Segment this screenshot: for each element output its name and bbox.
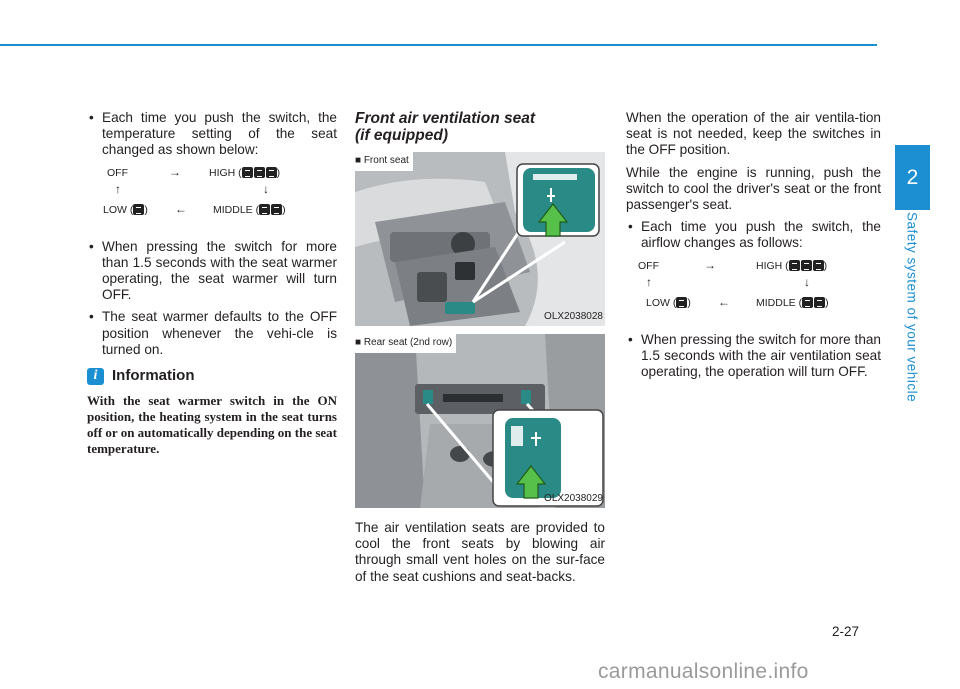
- vent-level-3-icon: [789, 260, 824, 271]
- vent-level-2-icon: [802, 297, 825, 308]
- airflow-cycle-diagram: [626, 258, 881, 322]
- section-title-line1: Front air ventilation seat: [355, 110, 536, 127]
- chapter-number: 2: [906, 165, 919, 189]
- arrow-down-icon: ↓: [263, 181, 269, 196]
- column-right: [626, 110, 881, 386]
- arrow-up-icon: ↑: [646, 274, 652, 289]
- bullet-heater-cycle: • Each time you push the switch, the temperature setting of the seat changed as shown below:: [87, 110, 337, 159]
- cycle-off: OFF: [638, 259, 659, 272]
- arrow-left-icon: ←: [175, 201, 187, 216]
- front-console-illustration: [355, 152, 605, 326]
- cycle-off: OFF: [107, 166, 128, 179]
- cycle-high: HIGH ( ): [756, 259, 828, 272]
- cycle-low: LOW ( ): [646, 296, 691, 309]
- cycle-low: LOW ( ): [103, 203, 148, 216]
- info-header: [87, 368, 337, 385]
- arrow-up-icon: ↑: [115, 181, 121, 196]
- seat-level-2-icon: [259, 204, 282, 215]
- figure-code: OLX2038029: [544, 492, 603, 504]
- vent-level-1-icon: [676, 297, 687, 308]
- rear-console-illustration: [355, 334, 605, 508]
- chapter-side-title: [897, 212, 927, 412]
- figure-front-seat: [355, 152, 605, 326]
- section-title: [355, 110, 605, 144]
- bullet-heater-default: • The seat warmer defaults to the OFF position whenever the vehi-cle is turned on.: [87, 309, 337, 358]
- cycle-high: HIGH ( ): [209, 166, 281, 179]
- arrow-left-icon: ←: [718, 294, 730, 309]
- figure-rear-seat: [355, 334, 605, 508]
- bullet-heater-off: • When pressing the switch for more than 1.5 seconds with the seat warmer operating, the seat warmer will turn OFF.: [87, 239, 337, 304]
- column-left: [87, 110, 337, 457]
- arrow-right-icon: →: [169, 164, 181, 179]
- heater-cycle-diagram: [87, 165, 337, 229]
- arrow-right-icon: →: [704, 257, 716, 272]
- figure-label: ■ Front seat: [355, 152, 413, 171]
- seat-level-1-icon: [133, 204, 144, 215]
- info-text: With the seat warmer switch in the ON position, the heating system in the seat turns off or on automatically depending on the seat temperature.: [87, 393, 338, 457]
- bullet-airflow-cycle: • Each time you push the switch, the airflow changes as follows:: [626, 219, 881, 251]
- cycle-middle: MIDDLE ( ): [213, 203, 286, 216]
- chapter-tab: [895, 145, 930, 210]
- arrow-down-icon: ↓: [804, 274, 810, 289]
- ventilation-description: The air ventilation seats are provided to cool the front seats by blowing air through small vent holes on the sur-face of the seat cushions and seat-backs.: [355, 520, 605, 584]
- bullet-airflow-off: • When pressing the switch for more than 1.5 seconds with the air ventilation seat operating, the operation will turn OFF.: [626, 332, 881, 381]
- watermark: carmanualsonline.info: [598, 660, 809, 683]
- ventilation-operate-paragraph: While the engine is running, push the switch to cool the driver's seat or the front passenger's seat.: [626, 164, 881, 213]
- ventilation-off-paragraph: When the operation of the air ventila-tion seat is not needed, keep the switches in the OFF position.: [626, 110, 881, 158]
- chapter-title: Safety system of your vehicle: [904, 212, 920, 403]
- seat-level-3-icon: [242, 167, 277, 178]
- column-middle: [355, 110, 605, 591]
- figure-code: OLX2038028: [544, 310, 603, 322]
- section-title-line2: (if equipped): [355, 127, 448, 144]
- page-number: 2-27: [832, 624, 860, 639]
- cycle-middle: MIDDLE ( ): [756, 296, 829, 309]
- info-title: Information: [112, 367, 195, 385]
- header-rule: [0, 44, 877, 46]
- info-icon: i: [87, 368, 104, 385]
- figure-label: ■ Rear seat (2nd row): [355, 334, 456, 353]
